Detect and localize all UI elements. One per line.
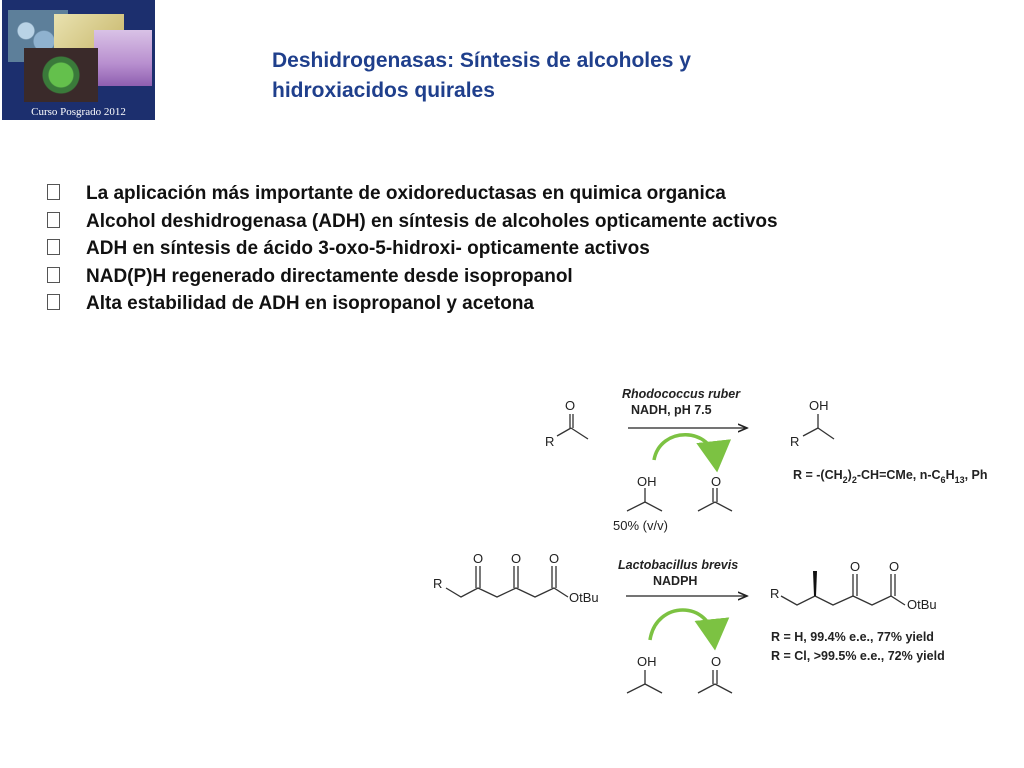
isopropanol-structure-2	[627, 670, 662, 693]
bullet-item: Alcohol deshidrogenasa (ADH) en síntesis de alcoholes opticamente activos	[47, 208, 778, 236]
cofactor-amount-label: 50% (v/v)	[613, 518, 668, 533]
title-line-1: Deshidrogenasas: Síntesis de alcoholes y	[272, 49, 691, 72]
bullet-item: NAD(P)H regenerado directamente desde isopropanol	[47, 263, 778, 291]
isopropanol-oh-label-1: OH	[637, 474, 657, 489]
alcohol-oh-label: OH	[809, 398, 829, 413]
curved-green-arrow-1	[654, 435, 716, 462]
diketo-ester-label: OtBu	[569, 590, 599, 605]
acetone-structure-1	[698, 488, 732, 511]
acetone-structure-2	[698, 670, 732, 693]
hydroxy-keto-ester-structure	[781, 574, 905, 605]
stereo-wedge	[813, 571, 817, 596]
product-o1-label: O	[850, 559, 861, 574]
result-line-2: R = Cl, >99.5% e.e., 72% yield	[771, 649, 945, 663]
diketo-o1-label: O	[473, 551, 484, 566]
conditions-label-2: NADPH	[653, 574, 698, 588]
result-line-1: R = H, 99.4% e.e., 77% yield	[771, 630, 934, 644]
diketo-o2-label: O	[511, 551, 522, 566]
ketone-r-label: R	[545, 434, 555, 449]
diketo-r-label: R	[433, 576, 443, 591]
product-r-label: R	[770, 586, 780, 601]
alcohol-r-label: R	[790, 434, 800, 449]
organism-label-1: Rhodococcus ruber	[622, 387, 741, 401]
organism-label-2: Lactobacillus brevis	[618, 558, 739, 572]
bullet-item: La aplicación más importante de oxidoreductasas en quimica organica	[47, 180, 778, 208]
ketone-o-label: O	[565, 398, 576, 413]
r-group-definition: $R = -(CH_2)_2-CH=CMe$, $n-C_6H_{13}$, Ph	[793, 468, 988, 485]
conditions-label-1: NADH, pH 7.5	[631, 403, 712, 417]
product-ester-label: OtBu	[907, 597, 937, 612]
product-o2-label: O	[889, 559, 900, 574]
acetone-o-label-1: O	[711, 474, 722, 489]
isopropanol-structure-1	[627, 488, 662, 511]
alcohol-structure	[803, 414, 834, 439]
isopropanol-oh-label-2: OH	[637, 654, 657, 669]
curved-green-arrow-2	[650, 610, 714, 640]
bullet-item: Alta estabilidad de ADH en isopropanol y acetona	[47, 290, 778, 318]
bullet-item: ADH en síntesis de ácido 3-oxo-5-hidroxi- opticamente activos	[47, 235, 778, 263]
diketo-ester-structure	[446, 566, 568, 597]
ketone-structure	[557, 414, 588, 439]
diketo-o3-label: O	[549, 551, 560, 566]
title-line-2: hidroxiacidos quirales	[272, 79, 495, 102]
acetone-o-label-2: O	[711, 654, 722, 669]
logo-caption: Curso Posgrado 2012	[2, 105, 155, 120]
